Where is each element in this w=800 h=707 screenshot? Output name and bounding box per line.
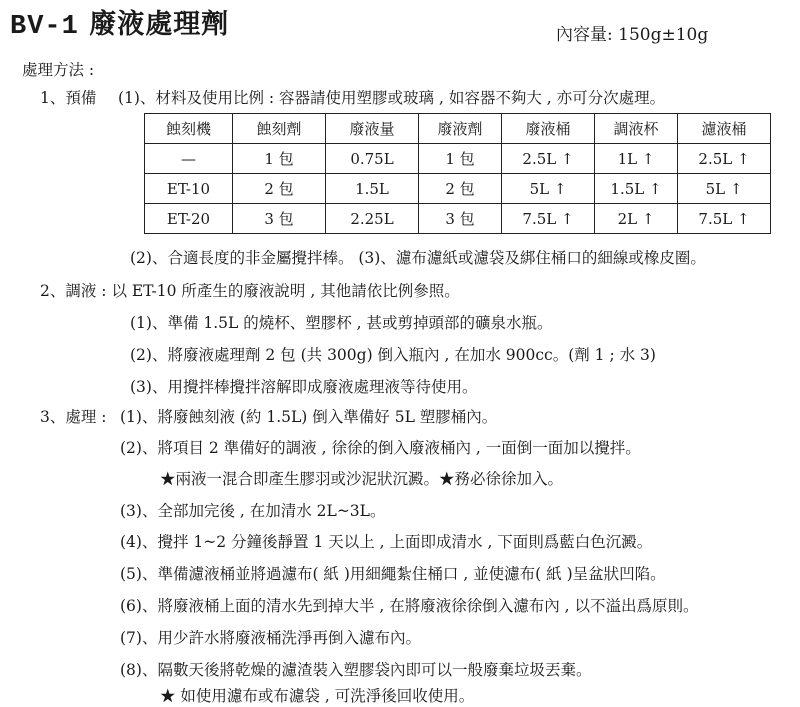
table-header-cell: 廢液桶 — [502, 114, 595, 144]
table-cell: 2.5L ↑ — [502, 144, 595, 174]
table-cell: 1 包 — [233, 144, 326, 174]
section3-label: 3、處理 : — [40, 408, 107, 426]
table-row — [145, 204, 771, 234]
table-header-row — [145, 114, 771, 144]
table-cell: ET-10 — [145, 174, 233, 204]
method-heading: 處理方法 : — [22, 61, 95, 79]
table-cell: 1L ↑ — [595, 144, 678, 174]
table-row — [145, 144, 771, 174]
table-cell: 7.5L ↑ — [678, 204, 771, 234]
section2-label: 2、調液 : 以 ET-10 所產生的廢液說明 , 其他請依比例參照。 — [40, 282, 460, 300]
table-cell: 1 包 — [419, 144, 502, 174]
section2-item: (3)、用攪拌棒攪拌溶解即成廢液處理液等待使用。 — [130, 378, 478, 396]
table-cell: 1.5L — [326, 174, 419, 204]
table-cell: 3 包 — [419, 204, 502, 234]
table-cell: 2L ↑ — [595, 204, 678, 234]
section3-item: (4)、攪拌 1~2 分鐘後靜置 1 天以上 , 上面即成清水 , 下面則爲藍白色沉澱。 — [120, 533, 653, 551]
table-cell: 2 包 — [419, 174, 502, 204]
table-cell: 1.5L ↑ — [595, 174, 678, 204]
section1-item1: (1)、材料及使用比例 : 容器請使用塑膠或玻璃 , 如容器不夠大 , 亦可分次處理。 — [118, 89, 666, 107]
table-cell: 2.25L — [326, 204, 419, 234]
section3-item: (8)、隔數天後將乾燥的濾渣裝入塑膠袋內即可以一般廢棄垃圾丟棄。 — [120, 661, 592, 679]
table-cell: 0.75L — [326, 144, 419, 174]
section2-item: (2)、將廢液處理劑 2 包 (共 300g) 倒入瓶內 , 在加水 900cc。(劑 1 ; 水 3) — [130, 346, 656, 364]
table-cell: — — [145, 144, 233, 174]
section3-item: (1)、將廢蝕刻液 (約 1.5L) 倒入準備好 5L 塑膠桶內。 — [120, 408, 498, 426]
table-cell: 3 包 — [233, 204, 326, 234]
section1-label: 1、預備 — [40, 89, 97, 107]
section3-item: (6)、將廢液桶上面的清水先到掉大半 , 在將廢液徐徐倒入濾布內 , 以不溢出爲原則。 — [120, 597, 699, 615]
section3-item: (2)、將項目 2 準備好的調液 , 徐徐的倒入廢液桶內 , 一面倒一面加以攪拌。 — [120, 439, 641, 457]
product-name: 廢液處理劑 — [89, 9, 230, 40]
table-header-cell: 蝕刻劑 — [233, 114, 326, 144]
table-cell: 2 包 — [233, 174, 326, 204]
section3-item: (7)、用少許水將廢液桶洗淨再倒入濾布內。 — [120, 629, 421, 647]
product-code: BV-1 — [10, 12, 79, 42]
table-cell: 7.5L ↑ — [502, 204, 595, 234]
document-title — [10, 2, 229, 42]
table-header-cell: 廢液劑 — [419, 114, 502, 144]
section3-item: (3)、全部加完後 , 在加清水 2L~3L。 — [120, 502, 386, 520]
table-header-cell: 調液杯 — [595, 114, 678, 144]
table-cell: 2.5L ↑ — [678, 144, 771, 174]
table-header-cell: 蝕刻機 — [145, 114, 233, 144]
section2-item: (1)、準備 1.5L 的燒杯、塑膠杯 , 甚或剪掉頭部的礦泉水瓶。 — [130, 314, 553, 332]
table-cell: ET-20 — [145, 204, 233, 234]
section3-item: (5)、準備濾液桶並將過濾布( 紙 )用細繩紮住桶口 , 並使濾布( 紙 )呈盆狀凹陷。 — [120, 565, 666, 583]
usage-ratio-table — [144, 113, 771, 234]
capacity-label: 內容量: 150g±10g — [556, 25, 709, 45]
table-row — [145, 174, 771, 204]
table-cell: 5L ↑ — [502, 174, 595, 204]
table-header-cell: 廢液量 — [326, 114, 419, 144]
section3-note: ★ 如使用濾布或布濾袋 , 可洗淨後回收使用。 — [160, 687, 475, 705]
section3-note: ★兩液一混合即產生膠羽或沙泥狀沉澱。★務必徐徐加入。 — [160, 470, 564, 488]
table-cell: 5L ↑ — [678, 174, 771, 204]
section1-item2: (2)、合適長度的非金屬攪拌棒。 (3)、濾布濾紙或濾袋及綁住桶口的細線或橡皮圈。 — [130, 249, 706, 267]
table-header-cell: 濾液桶 — [678, 114, 771, 144]
